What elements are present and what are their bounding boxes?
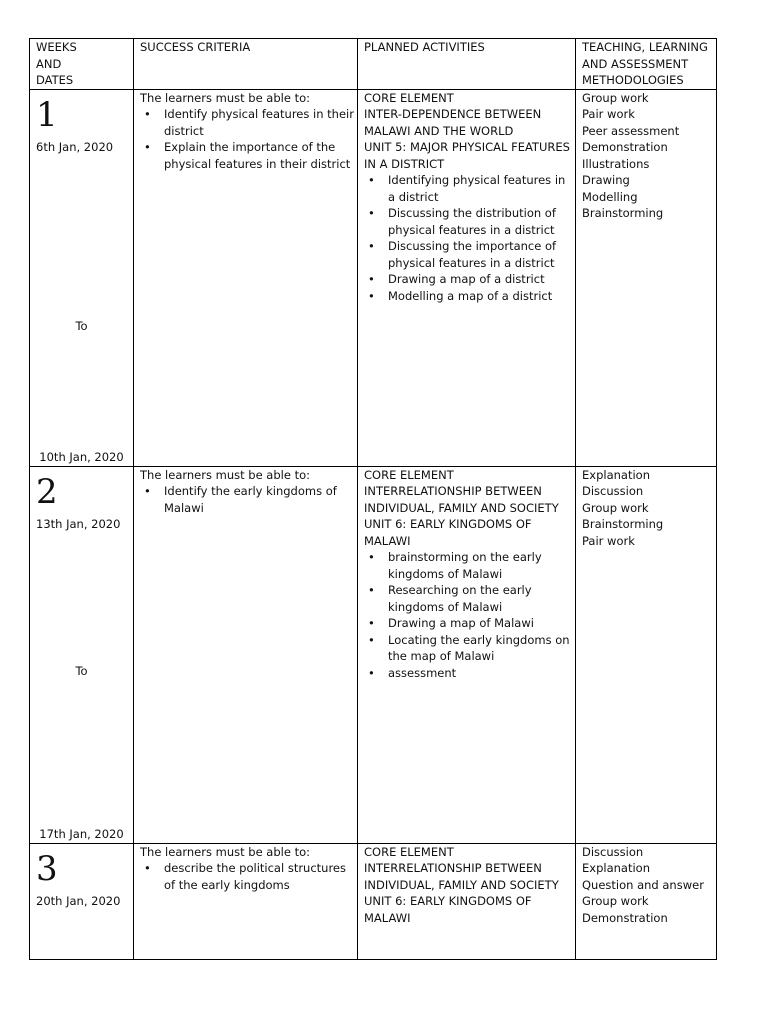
method-item: Illustrations bbox=[582, 156, 650, 171]
criteria-item: • Identify physical features in their district bbox=[164, 106, 357, 139]
activity-item: • Discussing the importance of physical features in a district bbox=[388, 238, 575, 271]
scheme-of-work bbox=[29, 38, 716, 960]
week-cell bbox=[30, 89, 134, 466]
method-item: Discussion bbox=[582, 484, 644, 498]
header-weeks-line: WEEKS bbox=[36, 40, 77, 54]
method-item: Discussion bbox=[582, 844, 644, 859]
header-row bbox=[30, 39, 717, 90]
to-label: To bbox=[75, 663, 88, 678]
week-number: 1 bbox=[36, 94, 58, 135]
criteria-intro: The learners must be able to: bbox=[140, 90, 310, 105]
planned-activities-cell bbox=[358, 89, 576, 466]
week-row bbox=[30, 89, 717, 466]
methodologies-cell bbox=[576, 466, 717, 843]
header-weeks-line: DATES bbox=[36, 73, 74, 87]
start-date: 6th Jan, 2020 bbox=[36, 139, 114, 154]
core-element-theme: INTERRELATIONSHIP BETWEEN INDIVIDUAL, FAMILY AND SOCIETY bbox=[364, 861, 559, 892]
activity-list bbox=[364, 549, 575, 681]
core-element-label: CORE ELEMENT bbox=[364, 844, 454, 859]
header-methods-line: AND ASSESSMENT bbox=[582, 56, 689, 71]
core-element-theme: INTERRELATIONSHIP BETWEEN INDIVIDUAL, FAMILY AND SOCIETY bbox=[364, 484, 559, 515]
start-date: 13th Jan, 2020 bbox=[36, 516, 121, 531]
method-item: Pair work bbox=[582, 533, 635, 548]
success-criteria-cell bbox=[134, 466, 358, 843]
activity-item: • Modelling a map of a district bbox=[388, 288, 575, 305]
activity-item: • Drawing a map of a district bbox=[388, 271, 575, 288]
success-criteria-cell bbox=[134, 843, 358, 959]
method-item: Group work bbox=[582, 90, 649, 105]
header-methods-line: METHODOLOGIES bbox=[582, 73, 684, 87]
method-item: Modelling bbox=[582, 189, 638, 204]
unit-title: UNIT 6: EARLY KINGDOMS OF MALAWI bbox=[364, 894, 532, 925]
method-item: Explanation bbox=[582, 861, 650, 875]
header-methodologies bbox=[576, 39, 717, 90]
method-item: Explanation bbox=[582, 467, 650, 482]
criteria-intro: The learners must be able to: bbox=[140, 844, 310, 859]
week-row bbox=[30, 466, 717, 843]
header-methods-line: TEACHING, LEARNING bbox=[582, 40, 708, 54]
criteria-item: • describe the political structures of the early kingdoms bbox=[164, 860, 357, 893]
week-cell bbox=[30, 843, 134, 959]
success-criteria-cell bbox=[134, 89, 358, 466]
header-planned-activities: PLANNED ACTIVITIES bbox=[358, 39, 576, 90]
end-date: 17th Jan, 2020 bbox=[39, 827, 124, 841]
core-element-label: CORE ELEMENT bbox=[364, 467, 454, 482]
unit-title: UNIT 6: EARLY KINGDOMS OF MALAWI bbox=[364, 517, 532, 548]
method-item: Group work bbox=[582, 500, 649, 515]
methodologies-cell bbox=[576, 843, 717, 959]
criteria-list bbox=[140, 860, 357, 893]
core-element-theme: INTER-DEPENDENCE BETWEEN MALAWI AND THE WORLD bbox=[364, 107, 542, 138]
activity-item: • Discussing the distribution of physical features in a district bbox=[388, 205, 575, 238]
method-item: Pair work bbox=[582, 107, 635, 121]
activity-item: • Drawing a map of Malawi bbox=[388, 615, 575, 632]
end-date: 10th Jan, 2020 bbox=[39, 450, 124, 464]
criteria-list bbox=[140, 483, 357, 516]
criteria-item: • Identify the early kingdoms of Malawi bbox=[164, 483, 357, 516]
week-number: 2 bbox=[36, 471, 58, 512]
activity-item: • assessment bbox=[388, 665, 575, 682]
unit-title: UNIT 5: MAJOR PHYSICAL FEATURES IN A DISTRICT bbox=[364, 140, 570, 171]
method-item: Demonstration bbox=[582, 140, 668, 154]
activity-item: • brainstorming on the early kingdoms of Malawi bbox=[388, 549, 575, 582]
planned-activities-cell bbox=[358, 466, 576, 843]
to-label: To bbox=[75, 318, 88, 333]
activity-list bbox=[364, 172, 575, 304]
criteria-intro: The learners must be able to: bbox=[140, 467, 310, 482]
activity-item: • Identifying physical features in a district bbox=[388, 172, 575, 205]
methodologies-cell bbox=[576, 89, 717, 466]
method-item: Drawing bbox=[582, 173, 630, 187]
criteria-list bbox=[140, 106, 357, 172]
header-weeks-line: AND bbox=[36, 56, 62, 71]
start-date: 20th Jan, 2020 bbox=[36, 893, 121, 908]
method-item: Peer assessment bbox=[582, 123, 680, 138]
method-item: Brainstorming bbox=[582, 517, 664, 531]
week-number: 3 bbox=[36, 848, 58, 889]
header-success-criteria: SUCCESS CRITERIA bbox=[134, 39, 358, 90]
method-item: Question and answer bbox=[582, 877, 704, 892]
scheme-table bbox=[29, 38, 717, 960]
core-element-label: CORE ELEMENT bbox=[364, 90, 454, 105]
activity-item: • Researching on the early kingdoms of Malawi bbox=[388, 582, 575, 615]
criteria-item: • Explain the importance of the physical features in their district bbox=[164, 139, 357, 172]
header-weeks-dates bbox=[30, 39, 134, 90]
method-item: Group work bbox=[582, 894, 649, 908]
method-item: Brainstorming bbox=[582, 206, 664, 220]
week-row bbox=[30, 843, 717, 959]
planned-activities-cell bbox=[358, 843, 576, 959]
method-item: Demonstration bbox=[582, 910, 668, 925]
activity-item: • Locating the early kingdoms on the map of Malawi bbox=[388, 632, 575, 665]
week-cell bbox=[30, 466, 134, 843]
